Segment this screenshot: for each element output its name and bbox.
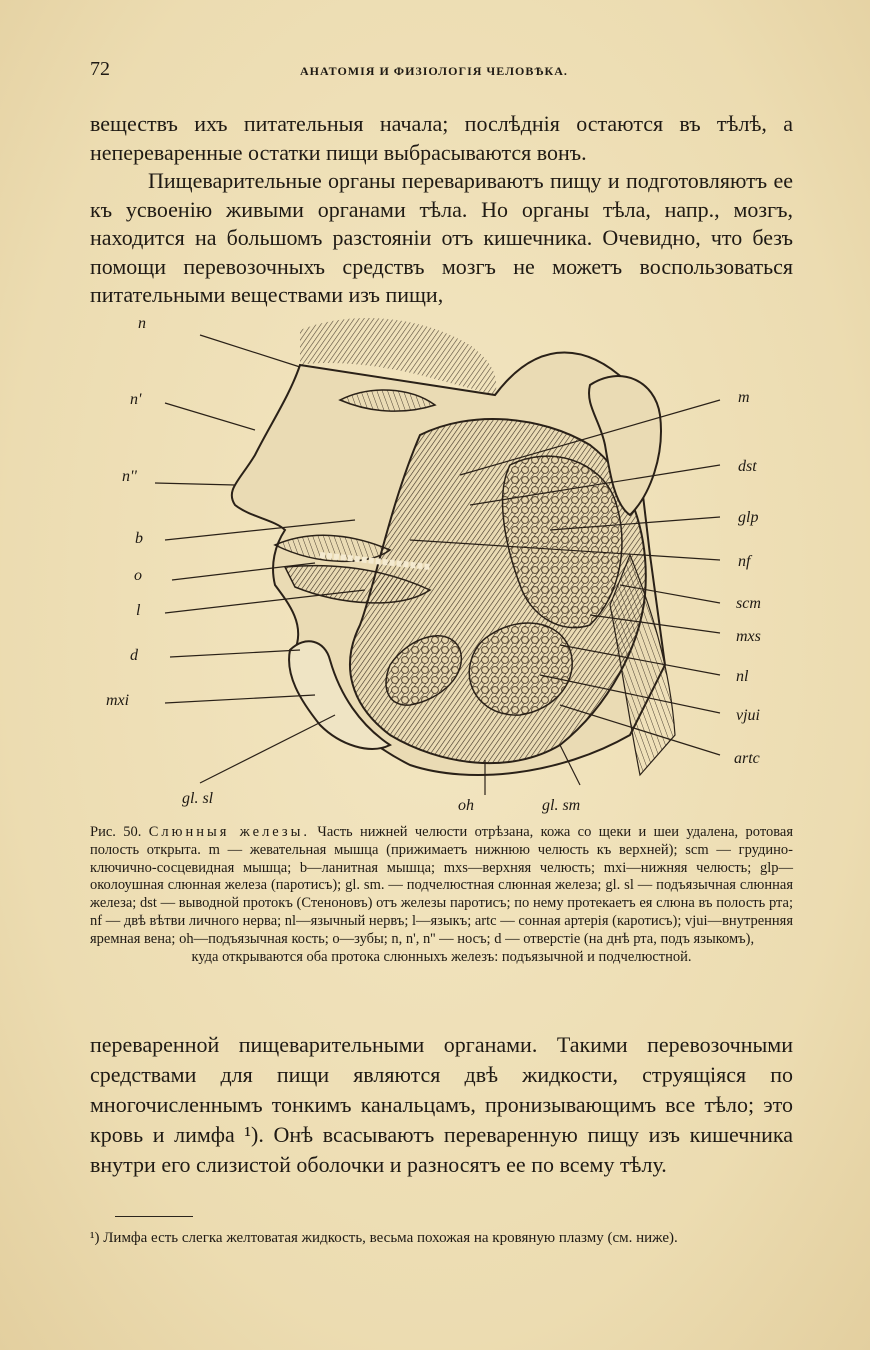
- bottom-text-block: [90, 1030, 793, 1180]
- label-nl: nl: [736, 668, 749, 685]
- caption-lead: Рис. 50.: [90, 824, 142, 840]
- paragraph-digestive-organs: Пищеварительные органы перевариваютъ пищу и подготовляютъ ее къ усвоенію живыми органами тѣла. Но органы тѣла, напр., мозгъ, находится на большомъ разстояніи отъ кишечника. Очевидно, что безъ помощи перевозочныхъ средствъ мозгъ не можетъ воспользоваться питательными веществами изъ пищи,: [90, 168, 793, 307]
- anatomical-illustration: [90, 305, 800, 817]
- top-text-block: [90, 110, 793, 310]
- paragraph-continued: веществъ ихъ питательныя начала; послѣднія остаются въ тѣлѣ, а непереваренные остатки пищи выбрасываются вонъ.: [90, 111, 793, 165]
- caption-body: Часть нижней челюсти отрѣзана, кожа со щеки и шеи удалена, ротовая полость открыта. m — жевательная мышца (прижимаетъ нижнюю челюсть къ верхней); scm — грудино-ключично-сосцевидная мышца; b—ланитная мышца; mxs—верхняя челюсть; mxi—нижняя челюсть; glp—околоушная слюнная железа (паротисъ); gl. sm. — подчелюстная слюнная железа; gl. sl — подъязычная слюнная железа; dst — выводной протокъ (Стеноновъ) отъ железы паротисъ; по нему протекаетъ ея слюна въ полость рта; nf — двѣ вѣтви личного нерва; nl—язычный нервъ; l—языкъ; artc — сонная артерія (каротисъ); vjui—внутренняя яремная вена; oh—подъязычная кость; o—зубы; n, n', n'' — носъ; d — отверстіе (на днѣ рта, подъ языкомъ),: [90, 824, 793, 947]
- label-nf: nf: [738, 553, 751, 570]
- label-n-prime: n': [130, 391, 142, 408]
- figure-caption: [90, 824, 793, 966]
- label-dst: dst: [738, 458, 757, 475]
- label-m: m: [738, 389, 750, 406]
- label-d: d: [130, 647, 138, 664]
- page-number: 72: [90, 58, 110, 80]
- paragraph-transport: переваренной пищеварительными органами. Такими перевозочными средствами для пищи являются двѣ жидкости, струящіяся по многочисленнымъ тонкимъ канальцамъ, пронизывающимъ все тѣло; это кровь и лимфа ¹). Онѣ всасываютъ переваренную пищу изъ кишечника внутри его слизистой оболочки и разносятъ ее по всему тѣлу.: [90, 1032, 793, 1177]
- label-o: o: [134, 567, 142, 584]
- label-n-double-prime: n'': [122, 468, 137, 485]
- caption-title: Слюнныя железы.: [148, 824, 311, 840]
- footnote: ¹) Лимфа есть слегка желтоватая жидкость, весьма похожая на кровяную плазму (см. ниже).: [90, 1230, 678, 1246]
- label-n: n: [138, 315, 146, 332]
- label-mxs: mxs: [736, 628, 761, 645]
- salivary-glands-figure: [90, 305, 800, 817]
- running-title: АНАТОМІЯ И ФИЗІОЛОГІЯ ЧЕЛОВѢКА.: [300, 64, 568, 78]
- page-header: [90, 58, 790, 88]
- caption-last-line: куда открываются оба протока слюнныхъ железъ: подъязычной и подчелюстной.: [191, 948, 692, 965]
- label-gl-sl: gl. sl: [182, 790, 214, 807]
- label-gl-sm: gl. sm: [542, 797, 581, 814]
- label-l: l: [136, 602, 141, 619]
- label-oh: oh: [458, 797, 474, 814]
- label-artc: artc: [734, 750, 760, 767]
- label-scm: scm: [736, 595, 761, 612]
- label-vjui: vjui: [736, 707, 760, 724]
- label-b: b: [135, 530, 143, 547]
- label-mxi: mxi: [106, 692, 130, 709]
- label-glp: glp: [738, 509, 759, 526]
- footnote-rule: [115, 1216, 193, 1217]
